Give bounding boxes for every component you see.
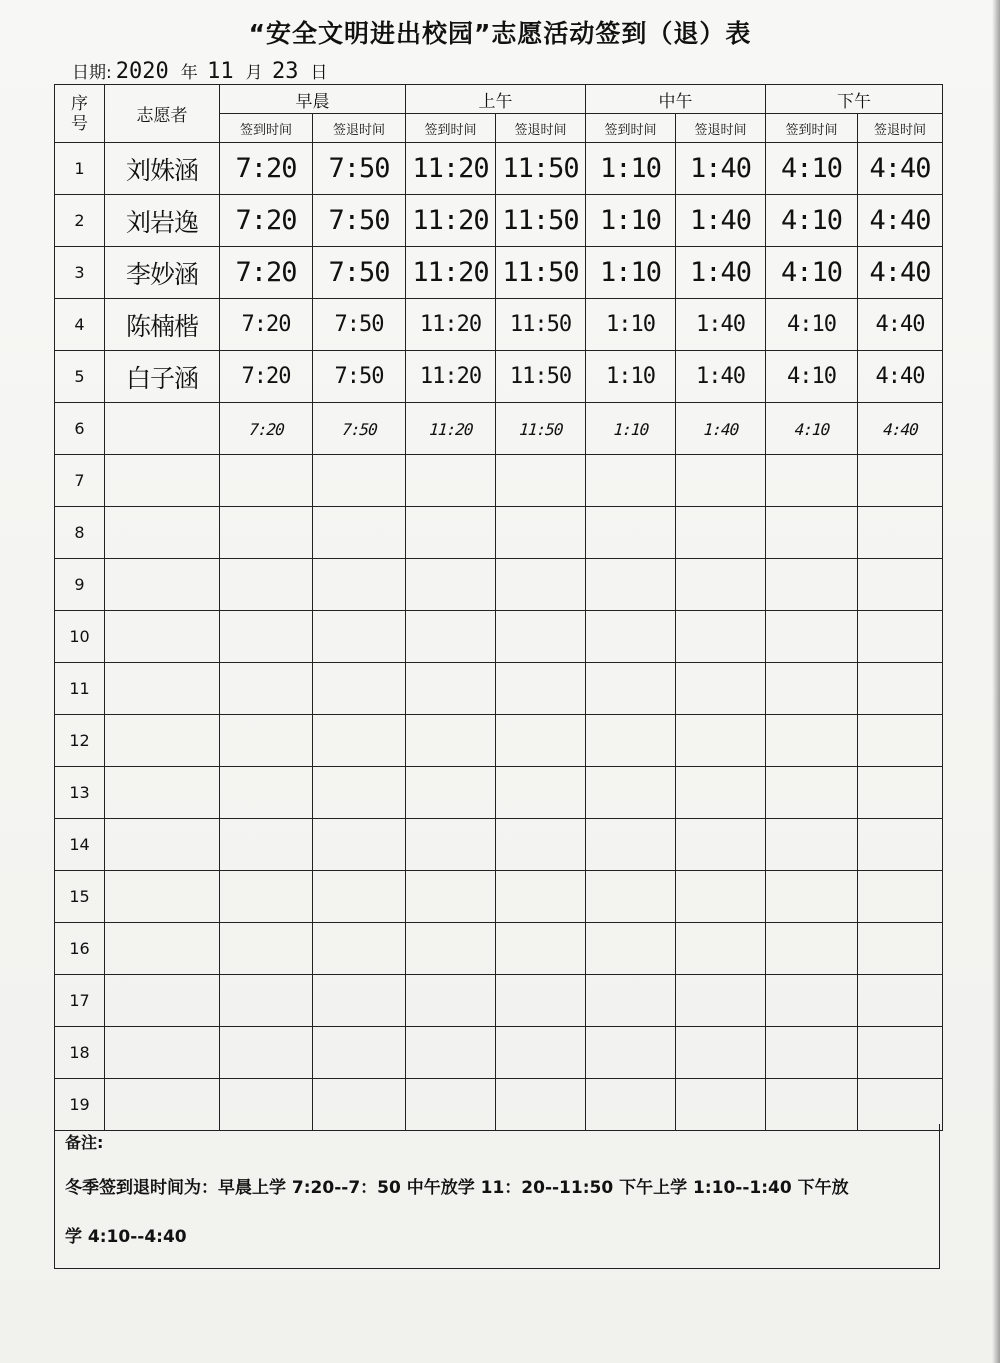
checkout-time: [858, 715, 943, 767]
checkin-time: 11:20: [406, 143, 496, 195]
checkin-header: 签到时间: [766, 114, 858, 143]
row-seq-number: 19: [55, 1079, 105, 1131]
checkin-time: [766, 559, 858, 611]
checkout-time: [676, 767, 766, 819]
row-seq-number: 7: [55, 455, 105, 507]
table-row: [55, 1079, 943, 1131]
date-year: 2020: [115, 59, 169, 84]
row-seq-number: 6: [55, 403, 105, 455]
checkin-time: [766, 507, 858, 559]
volunteer-name: 刘岩逸: [105, 195, 220, 247]
checkout-time: [313, 663, 406, 715]
page-title: “安全文明进出校园”志愿活动签到（退）表: [248, 19, 752, 48]
checkout-time: 1:40: [676, 351, 766, 403]
checkin-time: [220, 1027, 313, 1079]
row-seq-number: 16: [55, 923, 105, 975]
checkout-time: [858, 663, 943, 715]
checkout-time: 4:40: [858, 247, 943, 299]
volunteer-name: [105, 455, 220, 507]
table-row: [55, 715, 943, 767]
checkin-time: 4:10: [766, 351, 858, 403]
table-row: [55, 351, 943, 403]
checkin-time: 7:20: [218, 403, 315, 455]
checkout-time: 1:40: [676, 299, 766, 351]
table-row: [55, 403, 943, 455]
checkin-time: [406, 715, 496, 767]
year-label: 年: [180, 63, 198, 83]
row-seq-number: 2: [55, 195, 105, 247]
checkout-time: 1:40: [676, 195, 766, 247]
checkout-time: 11:50: [496, 247, 586, 299]
checkout-time: [313, 1079, 406, 1131]
checkin-time: [586, 1027, 676, 1079]
volunteer-name: [105, 611, 220, 663]
table-row: [55, 611, 943, 663]
checkin-time: [766, 611, 858, 663]
checkin-time: 11:20: [404, 403, 498, 455]
checkout-time: [313, 611, 406, 663]
checkout-time: 4:40: [858, 299, 943, 351]
checkout-time: 1:40: [676, 143, 766, 195]
checkin-time: [766, 663, 858, 715]
checkout-time: [858, 1027, 943, 1079]
checkout-time: [496, 663, 586, 715]
checkin-time: 11:20: [406, 195, 496, 247]
checkout-time: [313, 975, 406, 1027]
table-row: [55, 819, 943, 871]
checkin-time: 1:10: [584, 403, 678, 455]
checkout-time: [676, 871, 766, 923]
checkin-time: 11:20: [406, 299, 496, 351]
row-seq-number: 11: [55, 663, 105, 715]
checkout-time: [496, 559, 586, 611]
volunteer-name: [105, 871, 220, 923]
checkin-time: [406, 663, 496, 715]
checkin-time: [586, 611, 676, 663]
row-seq-number: 12: [55, 715, 105, 767]
checkin-time: 4:10: [766, 247, 858, 299]
checkin-time: [586, 559, 676, 611]
row-seq-number: 17: [55, 975, 105, 1027]
table-row: [55, 247, 943, 299]
checkin-time: [766, 1027, 858, 1079]
row-seq-number: 3: [55, 247, 105, 299]
month-label: 月: [245, 63, 263, 83]
row-seq-number: 4: [55, 299, 105, 351]
checkout-time: 11:50: [496, 351, 586, 403]
checkin-time: [766, 923, 858, 975]
checkin-time: [586, 1079, 676, 1131]
table-row: [55, 1027, 943, 1079]
checkout-time: [676, 1079, 766, 1131]
checkout-header: 签退时间: [858, 114, 943, 143]
seq-header: 序号: [55, 85, 105, 143]
checkin-time: [406, 455, 496, 507]
notes-line-1: 冬季签到退时间为：早晨上学 7:20--7：50 中午放学 11：20--11:50 下午上学 1:10--1:40 下午放: [65, 1178, 849, 1198]
page-edge-shadow: [992, 0, 1000, 1363]
checkin-time: [220, 975, 313, 1027]
checkout-time: [676, 663, 766, 715]
attendance-table: [54, 84, 943, 1131]
checkin-time: [220, 559, 313, 611]
day-label: 日: [310, 63, 328, 83]
checkout-time: 7:50: [313, 299, 406, 351]
checkin-time: [586, 507, 676, 559]
checkin-time: 11:20: [406, 351, 496, 403]
checkout-time: [676, 923, 766, 975]
checkin-time: [766, 715, 858, 767]
period-forenoon-header: 上午: [406, 85, 586, 114]
row-seq-number: 18: [55, 1027, 105, 1079]
date-month: 11: [207, 59, 234, 84]
checkin-time: 1:10: [586, 143, 676, 195]
checkin-time: [220, 455, 313, 507]
checkout-time: [676, 611, 766, 663]
checkout-time: 7:50: [313, 143, 406, 195]
checkout-time: [858, 975, 943, 1027]
checkout-time: [858, 559, 943, 611]
checkin-time: [220, 715, 313, 767]
checkout-time: 11:50: [496, 195, 586, 247]
checkin-time: [586, 871, 676, 923]
checkin-time: 1:10: [586, 351, 676, 403]
checkout-time: [676, 715, 766, 767]
checkout-time: [496, 1027, 586, 1079]
date-line: [72, 58, 328, 84]
checkin-time: [220, 923, 313, 975]
checkin-time: 1:10: [586, 247, 676, 299]
checkin-time: [586, 455, 676, 507]
checkin-time: [220, 663, 313, 715]
checkout-time: [313, 767, 406, 819]
notes-line-2: 学 4:10--4:40: [65, 1227, 187, 1247]
checkin-time: 7:20: [220, 195, 313, 247]
checkout-time: [858, 871, 943, 923]
checkout-header: 签退时间: [496, 114, 586, 143]
checkout-time: [676, 455, 766, 507]
checkout-time: [496, 923, 586, 975]
table-row: [55, 195, 943, 247]
checkin-time: [220, 871, 313, 923]
checkin-time: [766, 871, 858, 923]
checkout-time: 7:50: [311, 403, 408, 455]
table-row: [55, 455, 943, 507]
checkout-time: [496, 871, 586, 923]
checkout-time: [858, 611, 943, 663]
row-seq-number: 5: [55, 351, 105, 403]
checkout-time: [858, 819, 943, 871]
row-seq-number: 14: [55, 819, 105, 871]
row-seq-number: 1: [55, 143, 105, 195]
checkin-time: 7:20: [220, 143, 313, 195]
date-day: 23: [272, 59, 299, 84]
checkin-time: 4:10: [766, 195, 858, 247]
table-row: [55, 871, 943, 923]
volunteer-name: [105, 1079, 220, 1131]
checkout-header: 签退时间: [676, 114, 766, 143]
checkin-header: 签到时间: [586, 114, 676, 143]
checkout-time: [496, 715, 586, 767]
checkin-time: [406, 559, 496, 611]
checkout-time: [858, 1079, 943, 1131]
checkout-time: [676, 507, 766, 559]
checkout-time: [858, 767, 943, 819]
period-morning-header: 早晨: [220, 85, 406, 114]
row-seq-number: 10: [55, 611, 105, 663]
volunteer-name: [105, 559, 220, 611]
volunteer-name: 白子涵: [105, 351, 220, 403]
row-seq-number: 9: [55, 559, 105, 611]
checkin-time: [220, 1079, 313, 1131]
checkin-time: [406, 1027, 496, 1079]
checkin-time: [406, 611, 496, 663]
checkin-time: 4:10: [766, 143, 858, 195]
checkin-time: [586, 715, 676, 767]
checkout-time: 7:50: [313, 351, 406, 403]
checkout-time: [313, 1027, 406, 1079]
volunteer-name: [105, 1027, 220, 1079]
checkin-time: 1:10: [586, 299, 676, 351]
checkout-time: [313, 559, 406, 611]
table-row: [55, 663, 943, 715]
checkout-time: 1:40: [676, 247, 766, 299]
notes-box: [54, 1124, 940, 1269]
checkout-time: 4:40: [858, 351, 943, 403]
checkout-time: 11:50: [496, 143, 586, 195]
table-row: [55, 143, 943, 195]
checkout-time: [676, 1027, 766, 1079]
table-row: [55, 559, 943, 611]
period-noon-header: 中午: [586, 85, 766, 114]
checkin-time: [406, 767, 496, 819]
checkin-time: [766, 767, 858, 819]
checkout-time: [496, 975, 586, 1027]
checkin-time: [766, 455, 858, 507]
checkout-time: [496, 1079, 586, 1131]
volunteer-name: [105, 923, 220, 975]
table-row: [55, 975, 943, 1027]
checkin-time: [766, 975, 858, 1027]
checkin-time: [406, 507, 496, 559]
checkout-time: 1:40: [674, 403, 768, 455]
checkin-time: 4:10: [764, 403, 860, 455]
checkout-time: [313, 819, 406, 871]
checkout-time: 11:50: [494, 403, 588, 455]
checkin-time: [586, 663, 676, 715]
volunteer-name: [105, 663, 220, 715]
checkout-time: [496, 455, 586, 507]
checkout-time: [313, 507, 406, 559]
checkin-header: 签到时间: [406, 114, 496, 143]
checkin-time: [406, 819, 496, 871]
table-row: [55, 299, 943, 351]
checkout-header: 签退时间: [313, 114, 406, 143]
checkin-time: [220, 819, 313, 871]
checkout-time: [496, 507, 586, 559]
volunteer-name: 陈楠楷: [105, 299, 220, 351]
volunteer-name: [105, 715, 220, 767]
checkin-time: 7:20: [220, 351, 313, 403]
checkout-time: 11:50: [496, 299, 586, 351]
checkin-time: [406, 871, 496, 923]
checkin-time: [766, 1079, 858, 1131]
checkin-time: [406, 975, 496, 1027]
volunteer-name: [105, 403, 220, 455]
row-seq-number: 15: [55, 871, 105, 923]
checkin-time: [586, 819, 676, 871]
checkout-time: [676, 975, 766, 1027]
checkin-header: 签到时间: [220, 114, 313, 143]
table-row: [55, 767, 943, 819]
checkout-time: 7:50: [313, 247, 406, 299]
checkin-time: 11:20: [406, 247, 496, 299]
volunteer-name: [105, 507, 220, 559]
table-row: [55, 507, 943, 559]
checkout-time: [496, 819, 586, 871]
checkout-time: [496, 767, 586, 819]
checkout-time: 4:40: [858, 143, 943, 195]
checkout-time: [496, 611, 586, 663]
checkin-time: [220, 611, 313, 663]
checkin-time: [586, 975, 676, 1027]
checkout-time: [313, 715, 406, 767]
checkout-time: 7:50: [313, 195, 406, 247]
checkin-time: 4:10: [766, 299, 858, 351]
checkin-time: 1:10: [586, 195, 676, 247]
checkin-time: [406, 1079, 496, 1131]
table-row: [55, 923, 943, 975]
checkin-time: [586, 923, 676, 975]
checkin-time: [766, 819, 858, 871]
row-seq-number: 8: [55, 507, 105, 559]
checkout-time: [858, 455, 943, 507]
checkout-time: [858, 923, 943, 975]
volunteer-header: 志愿者: [105, 85, 220, 143]
checkout-time: 4:40: [858, 195, 943, 247]
checkout-time: [676, 819, 766, 871]
checkout-time: 4:40: [856, 403, 945, 455]
period-afternoon-header: 下午: [766, 85, 943, 114]
checkin-time: [220, 767, 313, 819]
checkin-time: [220, 507, 313, 559]
volunteer-name: 刘姝涵: [105, 143, 220, 195]
volunteer-name: [105, 767, 220, 819]
notes-label: 备注:: [65, 1133, 104, 1152]
checkin-time: [586, 767, 676, 819]
row-seq-number: 13: [55, 767, 105, 819]
volunteer-name: [105, 819, 220, 871]
checkout-time: [858, 507, 943, 559]
volunteer-name: 李妙涵: [105, 247, 220, 299]
checkin-time: [406, 923, 496, 975]
checkout-time: [313, 455, 406, 507]
date-prefix: 日期:: [72, 63, 112, 83]
checkout-time: [313, 923, 406, 975]
checkin-time: 7:20: [220, 247, 313, 299]
checkin-time: 7:20: [220, 299, 313, 351]
checkout-time: [313, 871, 406, 923]
volunteer-name: [105, 975, 220, 1027]
checkout-time: [676, 559, 766, 611]
